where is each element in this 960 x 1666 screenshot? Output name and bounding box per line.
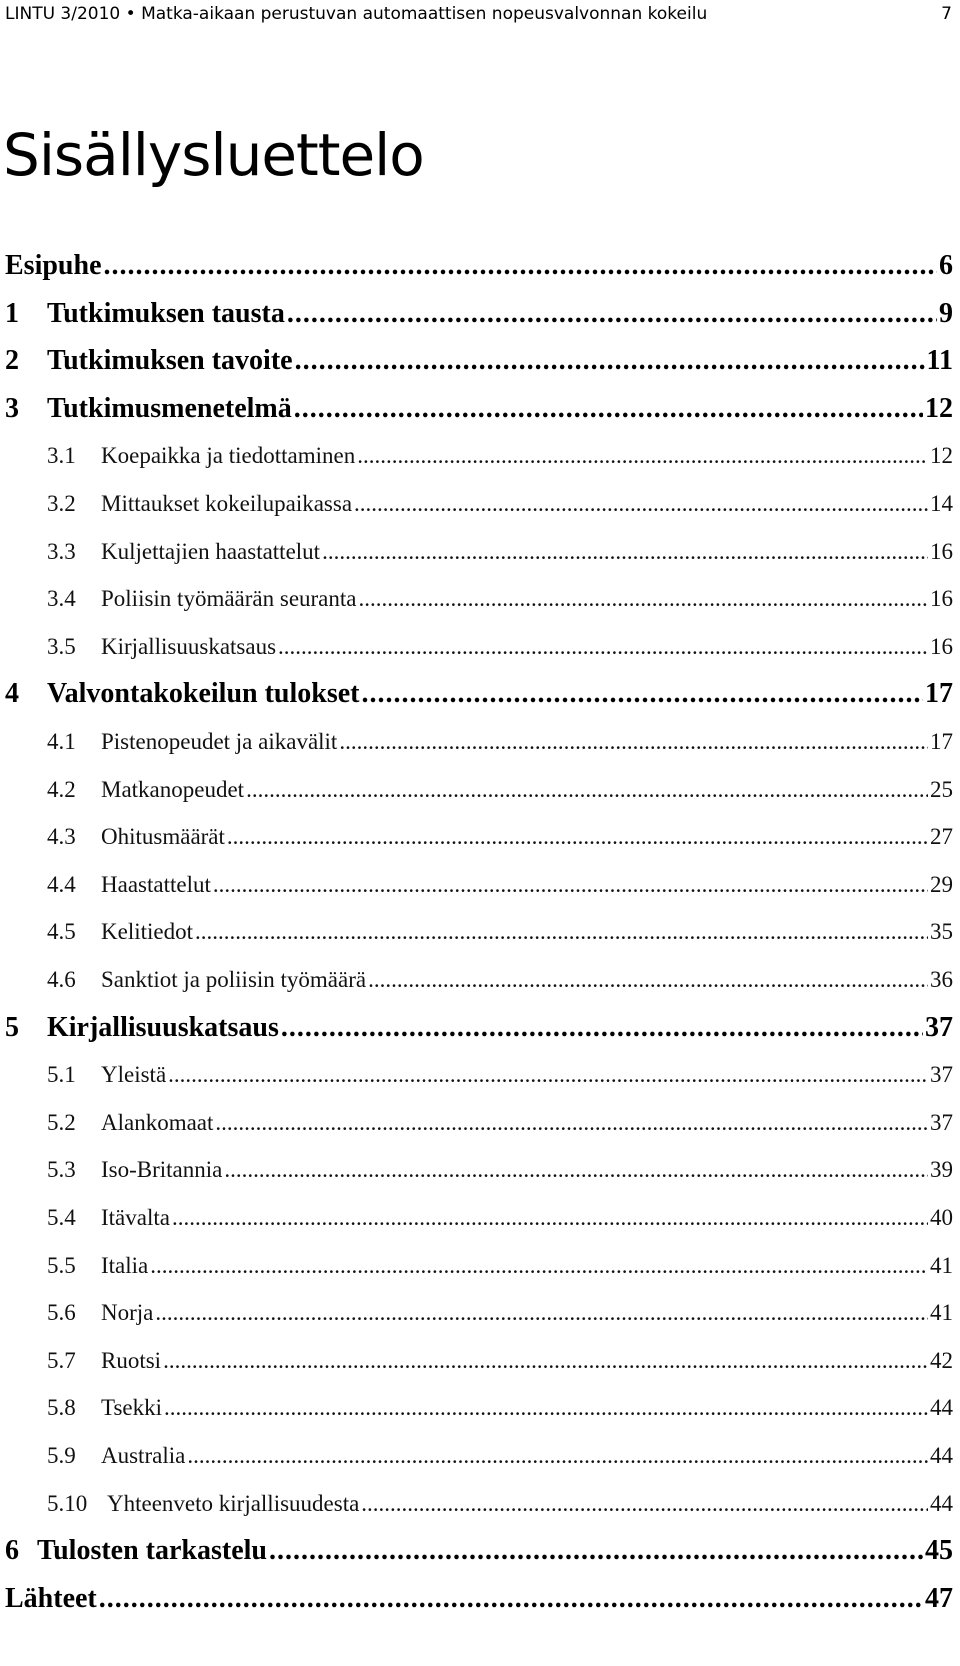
toc-entry-number: 3.1 (47, 443, 76, 468)
toc-dot-leader (172, 1198, 928, 1238)
toc-entry-5-1[interactable] (5, 1055, 953, 1095)
toc-entry-page: 37 (925, 1012, 953, 1043)
toc-entry-title: Itävalta (101, 1205, 170, 1230)
toc-entry-esipuhe[interactable] (5, 246, 953, 286)
toc-entry-page: 12 (930, 443, 953, 468)
toc-dot-leader (164, 1388, 928, 1428)
toc-entry-number: 4.3 (47, 824, 76, 849)
toc-entry-4-3[interactable] (5, 817, 953, 857)
toc-entry-4-1[interactable] (5, 722, 953, 762)
toc-dot-leader (294, 389, 923, 429)
toc-dot-leader (359, 579, 929, 619)
toc-dot-leader (361, 1484, 928, 1524)
toc-dot-leader (246, 770, 928, 810)
toc-entry-number: 4.2 (47, 777, 76, 802)
toc-entry-number: 5.1 (47, 1062, 76, 1087)
toc-entry-title: Ruotsi (101, 1348, 162, 1373)
toc-entry-5-2[interactable] (5, 1103, 953, 1143)
toc-entry-4[interactable] (5, 674, 953, 714)
toc-dot-leader (155, 1293, 928, 1333)
toc-entry-page: 11 (926, 345, 953, 376)
toc-entry-2[interactable] (5, 341, 953, 381)
toc-dot-leader (104, 246, 938, 286)
toc-dot-leader (150, 1246, 928, 1286)
toc-entry-number: 4.4 (47, 872, 76, 897)
toc-entry-page: 9 (939, 298, 953, 329)
toc-entry-title: Tutkimuksen tausta (47, 298, 285, 329)
toc-entry-3-1[interactable] (5, 436, 953, 476)
toc-entry-6[interactable] (5, 1531, 953, 1571)
toc-dot-leader (354, 484, 928, 524)
toc-entry-number: 3.3 (47, 539, 76, 564)
toc-entry-title: Tutkimusmenetelmä (47, 393, 292, 424)
toc-entry-number: 4.1 (47, 729, 76, 754)
toc-entry-title: Sanktiot ja poliisin työmäärä (101, 967, 367, 992)
toc-entry-title: Haastattelut (101, 872, 211, 897)
toc-entry-page: 44 (930, 1443, 953, 1468)
toc-entry-page: 44 (930, 1491, 953, 1516)
toc-entry-title: Australia (101, 1443, 186, 1468)
toc-dot-leader (281, 1008, 923, 1048)
toc-dot-leader (195, 912, 928, 952)
toc-entry-5-8[interactable] (5, 1388, 953, 1428)
toc-dot-leader (295, 341, 925, 381)
toc-entry-title: Mittaukset kokeilupaikassa (101, 491, 353, 516)
toc-entry-3-5[interactable] (5, 627, 953, 667)
toc-entry-title: Pistenopeudet ja aikavälit (101, 729, 338, 754)
toc-dot-leader (224, 1150, 928, 1190)
toc-entry-1[interactable] (5, 294, 953, 334)
toc-entry-title: Kelitiedot (101, 919, 193, 944)
toc-entry-title: Kirjallisuuskatsaus (47, 1012, 279, 1043)
toc-entry-page: 39 (930, 1157, 953, 1182)
toc-entry-page: 40 (930, 1205, 953, 1230)
toc-entry-page: 17 (925, 678, 953, 709)
toc-entry-5[interactable] (5, 1008, 953, 1048)
toc-dot-leader (339, 722, 928, 762)
toc-entry-4-4[interactable] (5, 865, 953, 905)
toc-entry-number: 5.2 (47, 1110, 76, 1135)
toc-entry-page: 37 (930, 1110, 953, 1135)
toc-dot-leader (215, 1103, 928, 1143)
toc-entry-number: 5.10 (47, 1491, 88, 1516)
toc-dot-leader (168, 1055, 928, 1095)
toc-entry-5-6[interactable] (5, 1293, 953, 1333)
toc-entry-title: Alankomaat (101, 1110, 214, 1135)
toc-dot-leader (187, 1436, 928, 1476)
toc-entry-page: 14 (930, 491, 953, 516)
toc-entry-title: Italia (101, 1253, 149, 1278)
toc-entry-number: 5.6 (47, 1300, 76, 1325)
toc-entry-title: Tutkimuksen tavoite (47, 345, 293, 376)
toc-entry-page: 29 (930, 872, 953, 897)
toc-dot-leader (227, 817, 928, 857)
toc-entry-number: 5.7 (47, 1348, 76, 1373)
toc-entry-page: 12 (925, 393, 953, 424)
toc-dot-leader (368, 960, 928, 1000)
toc-dot-leader (269, 1531, 923, 1571)
toc-dot-leader (287, 294, 937, 334)
toc-entry-5-9[interactable] (5, 1436, 953, 1476)
toc-entry-page: 47 (925, 1583, 953, 1614)
toc-entry-page: 41 (930, 1300, 953, 1325)
toc-entry-3[interactable] (5, 389, 953, 429)
toc-entry-title: Yleistä (101, 1062, 167, 1087)
toc-entry-number: 5.3 (47, 1157, 76, 1182)
toc-entry-4-2[interactable] (5, 770, 953, 810)
toc-dot-leader (163, 1341, 928, 1381)
toc-entry-5-10[interactable] (5, 1484, 953, 1524)
toc-entry-4-5[interactable] (5, 912, 953, 952)
toc-dot-leader (357, 436, 928, 476)
toc-entry-page: 37 (930, 1062, 953, 1087)
toc-entry-number: 4.5 (47, 919, 76, 944)
toc-entry-title: Poliisin työmäärän seuranta (101, 586, 357, 611)
toc-entry-5-5[interactable] (5, 1246, 953, 1286)
toc-entry-title: Valvontakokeilun tulokset (47, 678, 360, 709)
toc-entry-3-3[interactable] (5, 532, 953, 572)
toc-entry-page: 42 (930, 1348, 953, 1373)
toc-entry-page: 36 (930, 967, 953, 992)
toc-entry-number: 3.4 (47, 586, 76, 611)
toc-entry-number: 5.8 (47, 1395, 76, 1420)
toc-dot-leader (278, 627, 928, 667)
toc-entry-number: 4 (5, 678, 19, 709)
page-title: Sisällysluettelo (3, 121, 424, 189)
toc-entry-title: Lähteet (5, 1583, 97, 1614)
toc-dot-leader (213, 865, 928, 905)
toc-entry-title: Norja (101, 1300, 154, 1325)
toc-entry-page: 45 (925, 1535, 953, 1566)
toc-entry-page: 27 (930, 824, 953, 849)
toc-entry-4-6[interactable] (5, 960, 953, 1000)
toc-entry-number: 2 (5, 345, 19, 376)
header-text: LINTU 3/2010 • Matka-aikaan perustuvan automaattisen nopeusvalvonnan kokeilu (5, 4, 708, 24)
toc-entry-5-4[interactable] (5, 1198, 953, 1238)
toc-entry-title: Kuljettajien haastattelut (101, 539, 321, 564)
toc-entry-page: 6 (939, 250, 953, 281)
running-header (0, 0, 960, 28)
toc-entry-title: Esipuhe (5, 250, 102, 281)
toc-entry-title: Iso-Britannia (101, 1157, 223, 1182)
toc-entry-page: 16 (930, 586, 953, 611)
toc-entry-5-7[interactable] (5, 1341, 953, 1381)
toc-entry-number: 3.2 (47, 491, 76, 516)
toc-entry-title: Kirjallisuuskatsaus (101, 634, 277, 659)
toc-entry-number: 1 (5, 298, 19, 329)
toc-entry-number: 6 (5, 1535, 19, 1566)
toc-entry-page: 16 (930, 634, 953, 659)
toc-entry-page: 41 (930, 1253, 953, 1278)
toc-entry-5-3[interactable] (5, 1150, 953, 1190)
toc-entry-number: 3.5 (47, 634, 76, 659)
toc-dot-leader (362, 674, 924, 714)
toc-entry-page: 44 (930, 1395, 953, 1420)
toc-entry-lahteet[interactable] (5, 1579, 953, 1619)
toc-entry-number: 5 (5, 1012, 19, 1043)
toc-dot-leader (99, 1579, 923, 1619)
toc-entry-page: 35 (930, 919, 953, 944)
header-page-number: 7 (941, 4, 952, 24)
toc-entry-title: Koepaikka ja tiedottaminen (101, 443, 356, 468)
toc-entry-number: 5.5 (47, 1253, 76, 1278)
toc-entry-title: Ohitusmäärät (101, 824, 225, 849)
toc-entry-title: Yhteenveto kirjallisuudesta (107, 1491, 360, 1516)
toc-entry-number: 3 (5, 393, 19, 424)
toc-entry-number: 5.9 (47, 1443, 76, 1468)
toc-dot-leader (322, 532, 928, 572)
toc-entry-3-4[interactable] (5, 579, 953, 619)
toc-entry-page: 25 (930, 777, 953, 802)
toc-entry-number: 5.4 (47, 1205, 76, 1230)
toc-entry-3-2[interactable] (5, 484, 953, 524)
toc-entry-page: 16 (930, 539, 953, 564)
toc-entry-title: Tsekki (101, 1395, 162, 1420)
toc-entry-title: Matkanopeudet (101, 777, 245, 802)
toc-entry-title: Tulosten tarkastelu (37, 1535, 268, 1566)
toc-entry-page: 17 (930, 729, 953, 754)
toc-entry-number: 4.6 (47, 967, 76, 992)
